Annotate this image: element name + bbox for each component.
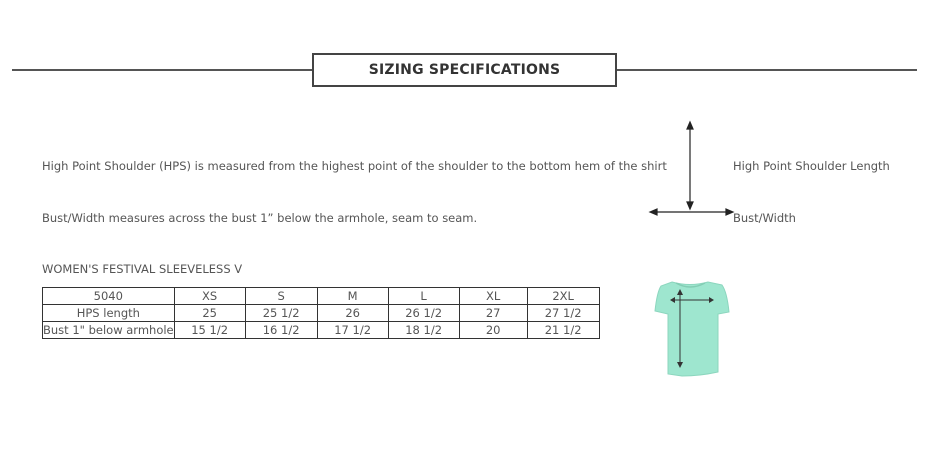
tshirt-icon — [655, 282, 729, 376]
size-table — [42, 287, 600, 339]
table-cell: 16 1/2 — [245, 322, 317, 339]
table-cell: 20 — [459, 322, 527, 339]
table-row-label: HPS length — [43, 305, 175, 322]
table-cell: 25 1/2 — [245, 305, 317, 322]
bust-width-label: Bust/Width — [733, 211, 796, 225]
table-cell: 26 — [317, 305, 388, 322]
table-row — [43, 305, 600, 322]
table-cell: 18 1/2 — [388, 322, 459, 339]
table-header-cell: 5040 — [43, 288, 175, 305]
hps-length-label: High Point Shoulder Length — [733, 159, 890, 173]
table-row — [43, 322, 600, 339]
table-cell: 26 1/2 — [388, 305, 459, 322]
table-header-cell: S — [245, 288, 317, 305]
table-header-cell: M — [317, 288, 388, 305]
table-header-row — [43, 288, 600, 305]
table-row-label: Bust 1" below armhole — [43, 323, 174, 337]
bust-arrow-icon — [650, 209, 733, 215]
table-header-cell: 2XL — [527, 288, 599, 305]
product-name: WOMEN'S FESTIVAL SLEEVELESS V — [42, 262, 243, 276]
section-title: SIZING SPECIFICATIONS — [368, 62, 561, 78]
table-header-cell: L — [388, 288, 459, 305]
hps-description: High Point Shoulder (HPS) is measured from the highest point of the shoulder to the bottom hem of the shirt — [42, 159, 667, 173]
table-cell: 27 1/2 — [527, 305, 599, 322]
table-header-cell: XL — [459, 288, 527, 305]
table-cell: 17 1/2 — [317, 322, 388, 339]
hps-arrow-icon — [687, 122, 693, 209]
bust-description: Bust/Width measures across the bust 1” below the armhole, seam to seam. — [42, 211, 478, 225]
table-cell: 15 1/2 — [174, 322, 245, 339]
table-cell: 21 1/2 — [527, 322, 599, 339]
table-cell: 25 — [174, 305, 245, 322]
table-cell: 27 — [459, 305, 527, 322]
table-header-cell: XS — [174, 288, 245, 305]
